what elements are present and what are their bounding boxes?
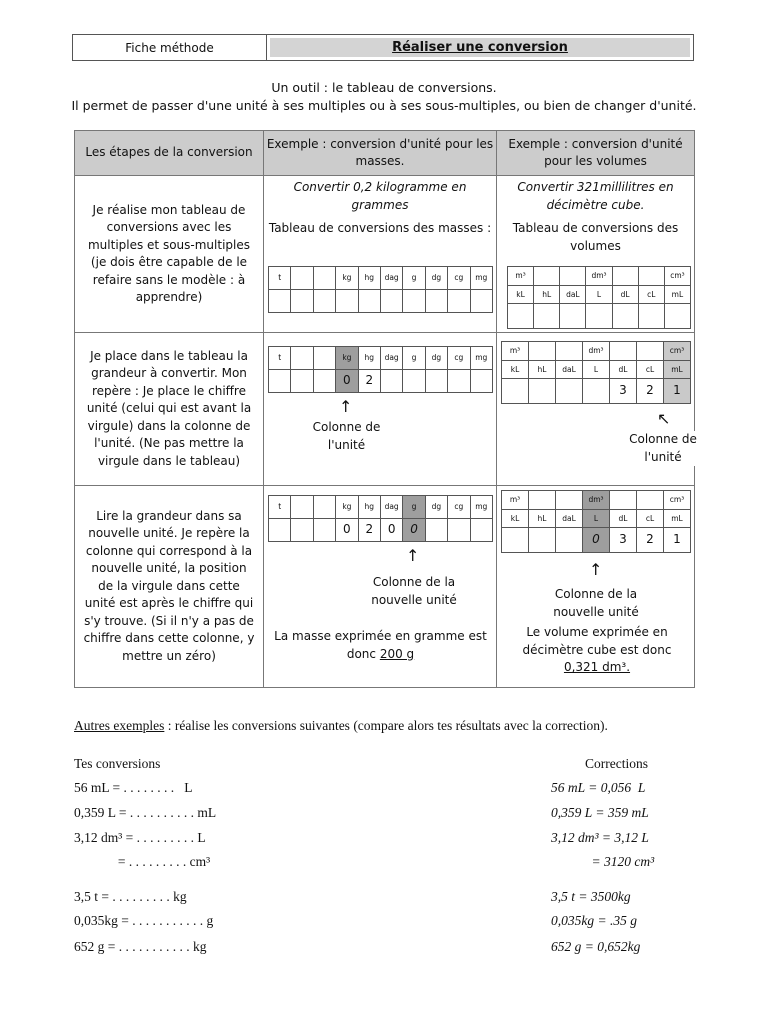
page-title: Réaliser une conversion — [270, 38, 690, 57]
volume-table-caption: Tableau de conversions des volumes — [512, 221, 679, 253]
sheet-type-label: Fiche méthode — [73, 35, 267, 60]
exercise-5: 0,035kg = . . . . . . . . . . . g — [74, 913, 214, 928]
volume-conversion-table-empty: m³ dm³ cm³ kL hL daL L dL cL mL — [507, 266, 691, 329]
step-3-text: Lire la grandeur dans sa nouvelle unité. Je repère la colonne qui correspond à la nouvelle unité, la position de la virgule dans cette unité est après le chiffre qui s'y trouve. (Si il n'y a pas de chiffre dans cette colonne, y mettre un zéro) — [75, 486, 264, 688]
mass-cell-2 — [264, 333, 497, 486]
exercise-3: 3,12 dm³ = . . . . . . . . . L — [74, 830, 206, 845]
volume-cell-1 — [497, 176, 695, 333]
corrections-heading: Corrections — [585, 756, 648, 771]
your-conversions-heading: Tes conversions — [74, 756, 161, 771]
correction-1: 56 mL = 0,056 L — [551, 780, 646, 795]
method-table — [74, 130, 695, 688]
exercise-6: 652 g = . . . . . . . . . . . kg — [74, 939, 207, 954]
up-arrow-icon: ↑ — [406, 546, 420, 565]
arrow-up-left-icon: ↖ — [657, 409, 671, 428]
exercise-4: 3,5 t = . . . . . . . . . kg — [74, 889, 187, 904]
mass-conversion-table-empty: t kg hg dag g dg cg mg — [268, 266, 493, 313]
header-steps: Les étapes de la conversion — [75, 131, 264, 176]
volume-cell-3 — [497, 486, 695, 688]
volume-table-result: m³ dm³ cm³ kL hL daL L dL cL mL 0 3 2 1 — [501, 490, 691, 553]
intro-line-2: Il permet de passer d'une unité à ses multiples ou à ses sous-multiples, ou bien de changer d'unité. — [71, 98, 697, 113]
mass-result — [268, 628, 493, 663]
correction-6: 652 g = 0,652kg — [551, 939, 641, 954]
correction-2: 0,359 L = 359 mL — [551, 805, 649, 820]
mass-cell-1 — [264, 176, 497, 333]
new-unit-column-note-volume: Colonne de la nouvelle unité — [553, 587, 639, 619]
exercise-2: 0,359 L = . . . . . . . . . . mL — [74, 805, 217, 820]
volume-result — [507, 659, 687, 677]
volume-cell-2 — [497, 333, 695, 486]
correction-3: 3,12 dm³ = 3,12 L — [551, 830, 649, 845]
step-1-text: Je réalise mon tableau de conversions avec les multiples et sous-multiples (je dois être capable de le refaire sans le modèle : à apprendre) — [75, 176, 264, 333]
other-examples-intro: Autres exemples : réalise les conversions suivantes (compare alors tes résultats avec la correction). — [74, 718, 608, 733]
correction-5: 0,035kg = .35 g — [551, 913, 637, 928]
exercise-3b: = . . . . . . . . . cm³ — [74, 854, 211, 869]
mass-table-placed: t kg hg dag g dg cg mg 0 2 — [268, 346, 493, 393]
new-unit-column-note: Colonne de la nouvelle unité — [371, 575, 457, 607]
mass-cell-3 — [264, 486, 497, 688]
up-arrow-icon: ↑ — [339, 397, 353, 416]
mass-table-result: t kg hg dag g dg cg mg 0 2 0 0 — [268, 495, 493, 542]
volume-result-value: 0,321 dm³. — [563, 660, 631, 674]
up-arrow-icon: ↑ — [589, 560, 603, 579]
mass-table-caption: Tableau de conversions des masses : — [268, 221, 492, 235]
correction-3b: = 3120 cm³ — [551, 854, 655, 869]
correction-4: 3,5 t = 3500kg — [551, 889, 631, 904]
step-2-text: Je place dans le tableau la grandeur à convertir. Mon repère : Je place le chiffre unité (celui qui est avant la virgule) dans la colonne de l'unité. (Ne pas mettre la virgule dans le tableau) — [75, 333, 264, 486]
mass-result-value: 200 g — [379, 646, 415, 661]
intro-line-1: Un outil : le tableau de conversions. — [271, 80, 497, 95]
unit-column-note: Colonne de l'unité — [312, 420, 381, 452]
header-mass: Exemple : conversion d'unité pour les masses. — [264, 131, 497, 176]
volume-task: Convertir 321millilitres en décimètre cube. — [517, 180, 674, 212]
mass-task: Convertir 0,2 kilogramme en grammes — [293, 180, 467, 212]
exercise-1: 56 mL = . . . . . . . . L — [74, 780, 193, 795]
other-examples-label: Autres exemples — [74, 718, 165, 733]
volume-table-placed: m³ dm³ cm³ kL hL daL L dL cL mL 3 2 1 — [501, 341, 691, 404]
header-volume: Exemple : conversion d'unité pour les volumes — [497, 131, 695, 176]
mass-result-text: La masse exprimée en gramme est donc — [274, 629, 487, 661]
header-box — [72, 34, 694, 61]
volume-result-text: Le volume exprimée en décimètre cube est donc — [522, 625, 672, 657]
unit-column-note-volume: Colonne de l'unité — [625, 431, 701, 466]
